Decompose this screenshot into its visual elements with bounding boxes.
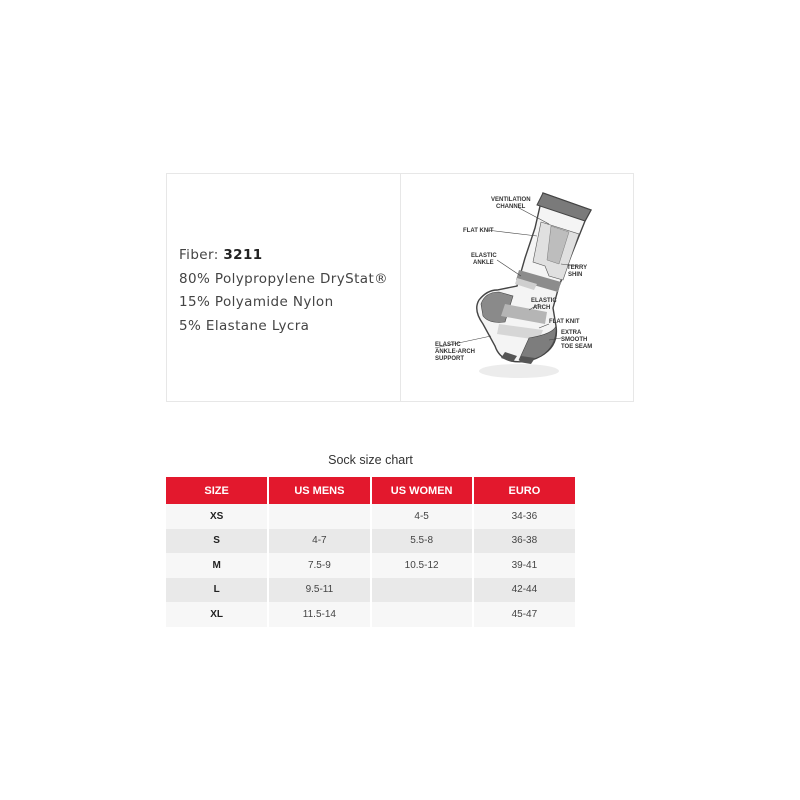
table-row <box>166 602 575 627</box>
size-cell: XL <box>166 602 268 627</box>
label-ventilation-2: CHANNEL <box>496 204 526 210</box>
size-cell: M <box>166 553 268 578</box>
us-women-cell: 5.5-8 <box>371 529 473 554</box>
label-terry-shin-2: SHIN <box>568 272 583 278</box>
label-elastic-ankle-2: ANKLE <box>473 260 494 266</box>
us-mens-cell <box>268 504 370 529</box>
label-elastic-arch-2: ARCH <box>533 305 551 311</box>
size-chart-table <box>166 477 575 627</box>
label-toe-seam-1: EXTRA <box>561 330 582 336</box>
label-ankle-arch-3: SUPPORT <box>435 356 465 362</box>
euro-cell: 39-41 <box>473 553 575 578</box>
us-mens-cell: 9.5-11 <box>268 578 370 603</box>
sock-diagram <box>401 174 635 403</box>
us-mens-cell: 4-7 <box>268 529 370 554</box>
us-women-cell: 10.5-12 <box>371 553 473 578</box>
header-euro: EURO <box>473 477 575 504</box>
label-flat-knit-bottom: FLAT KNIT <box>549 319 580 325</box>
euro-cell: 45-47 <box>473 602 575 627</box>
fiber-card <box>166 173 634 402</box>
label-elastic-arch-1: ELASTIC <box>531 298 557 304</box>
us-women-cell <box>371 578 473 603</box>
label-flat-knit-top: FLAT KNIT <box>463 228 494 234</box>
us-mens-cell: 7.5-9 <box>268 553 370 578</box>
header-size: SIZE <box>166 477 268 504</box>
label-terry-shin-1: TERRY <box>567 265 588 271</box>
fiber-line <box>179 244 388 268</box>
fiber-composition <box>179 244 388 338</box>
size-cell: XS <box>166 504 268 529</box>
label-elastic-ankle-1: ELASTIC <box>471 253 497 259</box>
euro-cell: 36-38 <box>473 529 575 554</box>
size-cell: L <box>166 578 268 603</box>
table-row <box>166 504 575 529</box>
label-toe-seam-2: SMOOTH <box>561 337 588 343</box>
table-row <box>166 529 575 554</box>
us-women-cell: 4-5 <box>371 504 473 529</box>
floor-shadow <box>479 364 559 378</box>
euro-cell: 42-44 <box>473 578 575 603</box>
fiber-code: 3211 <box>223 247 263 263</box>
table-row <box>166 553 575 578</box>
us-mens-cell: 11.5-14 <box>268 602 370 627</box>
euro-cell: 34-36 <box>473 504 575 529</box>
us-women-cell <box>371 602 473 627</box>
composition-polyamide: 15% Polyamide Nylon <box>179 294 334 310</box>
size-cell: S <box>166 529 268 554</box>
composition-elastane: 5% Elastane Lycra <box>179 317 310 334</box>
header-us-mens: US MENS <box>268 477 370 504</box>
label-ankle-arch-2: ANKLE-ARCH <box>435 349 475 355</box>
sock-illustration <box>401 174 635 403</box>
table-row <box>166 578 575 603</box>
label-toe-seam-3: TOE SEAM <box>561 344 593 350</box>
label-ankle-arch-1: ELASTIC <box>435 342 461 348</box>
size-table-header-row <box>166 477 575 504</box>
fiber-label: Fiber: <box>179 247 224 263</box>
size-chart-title: Sock size chart <box>328 453 413 467</box>
composition-polypropylene: 80% Polypropylene DryStat® <box>179 270 389 287</box>
label-ventilation-1: VENTILATION <box>491 197 531 203</box>
header-us-women: US WOMEN <box>371 477 473 504</box>
